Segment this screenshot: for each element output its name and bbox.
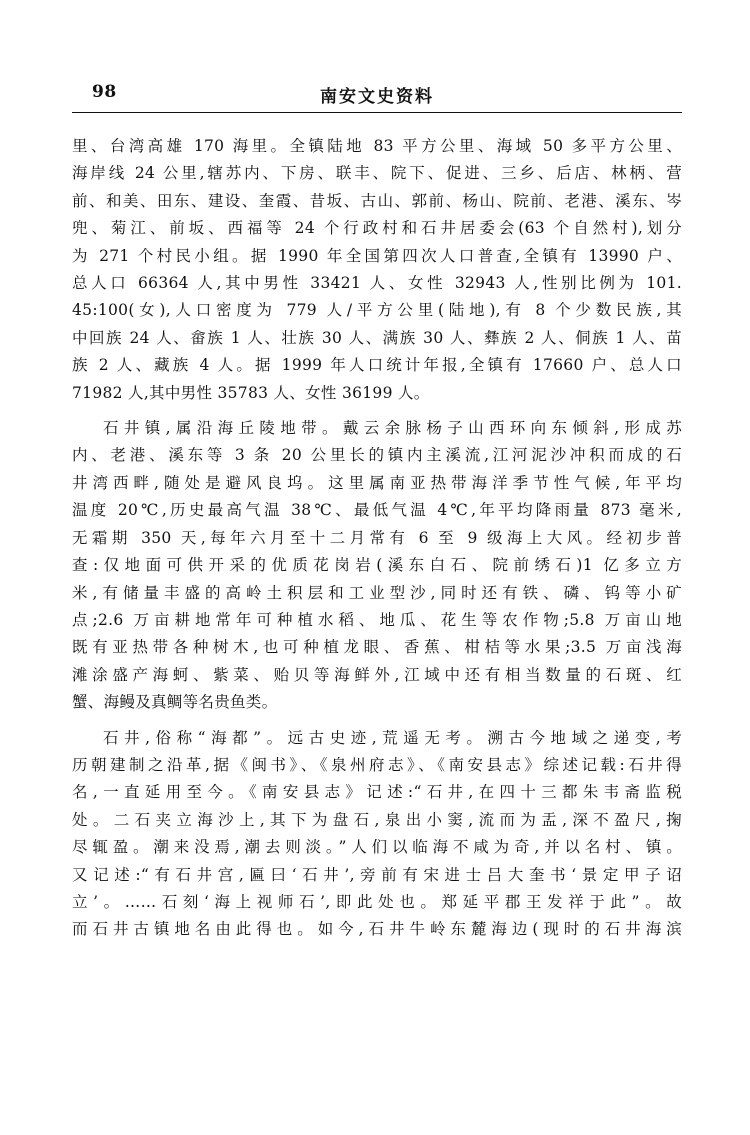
text-line: 为 271 个村民小组。据 1990 年全国第四次人口普查,全镇有 13990 户、 bbox=[72, 246, 682, 265]
text-line: 处。二石夹立海沙上,其下为盘石,泉出小窦,流而为盂,深不盈尺,掬 bbox=[72, 810, 682, 829]
text-line: 石井镇,属沿海丘陵地带。戴云余脉杨子山西环向东倾斜,形成苏 bbox=[103, 419, 682, 438]
page-number: 98 bbox=[92, 82, 117, 102]
text-line: 45:100(女),人口密度为 779 人/平方公里(陆地),有 8 个少数民族,其 bbox=[72, 301, 682, 320]
text-line: 前、和美、田东、建设、奎霞、昔坂、古山、郭前、杨山、院前、老港、溪东、岑 bbox=[72, 191, 682, 210]
text-line: 既有亚热带各种树木,也可种植龙眼、香蕉、柑桔等水果;3.5 万亩浅海 bbox=[72, 638, 682, 657]
text-line: 查:仅地面可供开采的优质花岗岩(溪东白石、院前绣石)1 亿多立方 bbox=[72, 556, 682, 575]
text-line: 米,有储量丰盛的高岭土积层和工业型沙,同时还有铁、磷、钨等小矿 bbox=[72, 583, 682, 602]
page-header bbox=[72, 78, 682, 114]
text-line: 总人口 66364 人,其中男性 33421 人、女性 32943 人,性别比例为 101. bbox=[72, 274, 682, 293]
text-line: 点;2.6 万亩耕地常年可种植水稻、地瓜、花生等农作物;5.8 万亩山地 bbox=[72, 610, 682, 629]
text-line: 蟹、海鳗及真鲷等名贵鱼类。 bbox=[72, 693, 278, 712]
text-line: 内、老港、溪东等 3 条 20 公里长的镇内主溪流,江河泥沙冲积而成的石 bbox=[72, 446, 682, 465]
text-line: 石井,俗称“海都”。远古史迹,荒遥无考。溯古今地域之递变,考 bbox=[103, 728, 682, 747]
text-line: 尽辄盈。潮来没焉,潮去则淡。”人们以临海不咸为奇,并以名村、镇。 bbox=[72, 838, 682, 857]
header-rule bbox=[72, 112, 682, 113]
paragraph-2 bbox=[72, 415, 682, 716]
text-line: 无霜期 350 天,每年六月至十二月常有 6 至 9 级海上大风。经初步普 bbox=[72, 528, 682, 547]
text-line: 海岸线 24 公里,辖苏内、下房、联丰、院下、促进、三乡、后店、林柄、营 bbox=[72, 164, 682, 183]
paragraph-1 bbox=[72, 133, 682, 407]
paragraph-3 bbox=[72, 725, 682, 944]
text-line: 立’。……石刻‘海上视师石’,即此处也。郑延平郡王发祥于此”。故 bbox=[72, 892, 682, 911]
text-line: 历朝建制之沿革,据《闽书》、《泉州府志》、《南安县志》综述记载:石井得 bbox=[72, 755, 682, 774]
text-line: 而石井古镇地名由此得也。如今,石井牛岭东麓海边(现时的石井海滨 bbox=[72, 920, 682, 939]
text-line: 又记述:“有石井宫,匾曰‘石井’,旁前有宋进士吕大奎书‘景定甲子诏 bbox=[72, 865, 682, 884]
body-text bbox=[72, 133, 682, 952]
text-line: 温度 20℃,历史最高气温 38℃、最低气温 4℃,年平均降雨量 873 毫米, bbox=[72, 501, 682, 520]
text-line: 里、台湾高雄 170 海里。全镇陆地 83 平方公里、海域 50 多平方公里、 bbox=[72, 137, 682, 155]
text-line: 兜、菊江、前坂、西福等 24 个行政村和石井居委会(63 个自然村),划分 bbox=[72, 219, 682, 238]
running-title: 南安文史资料 bbox=[320, 87, 434, 107]
text-line: 中回族 24 人、畲族 1 人、壮族 30 人、满族 30 人、彝族 2 人、侗族 1 人、苗 bbox=[72, 328, 682, 347]
text-line: 井湾西畔,随处是避风良坞。这里属南亚热带海洋季节性气候,年平均 bbox=[72, 473, 682, 492]
text-line: 71982 人,其中男性 35783 人、女性 36199 人。 bbox=[72, 383, 430, 402]
text-line: 族 2 人、藏族 4 人。据 1999 年人口统计年报,全镇有 17660 户、总人口 bbox=[72, 356, 682, 375]
text-line: 滩涂盛产海蚵、紫菜、贻贝等海鲜外,江域中还有相当数量的石斑、红 bbox=[72, 665, 682, 684]
text-line: 名,一直延用至今。《南安县志》记述:“石井,在四十三都朱韦斋监税 bbox=[72, 783, 682, 802]
